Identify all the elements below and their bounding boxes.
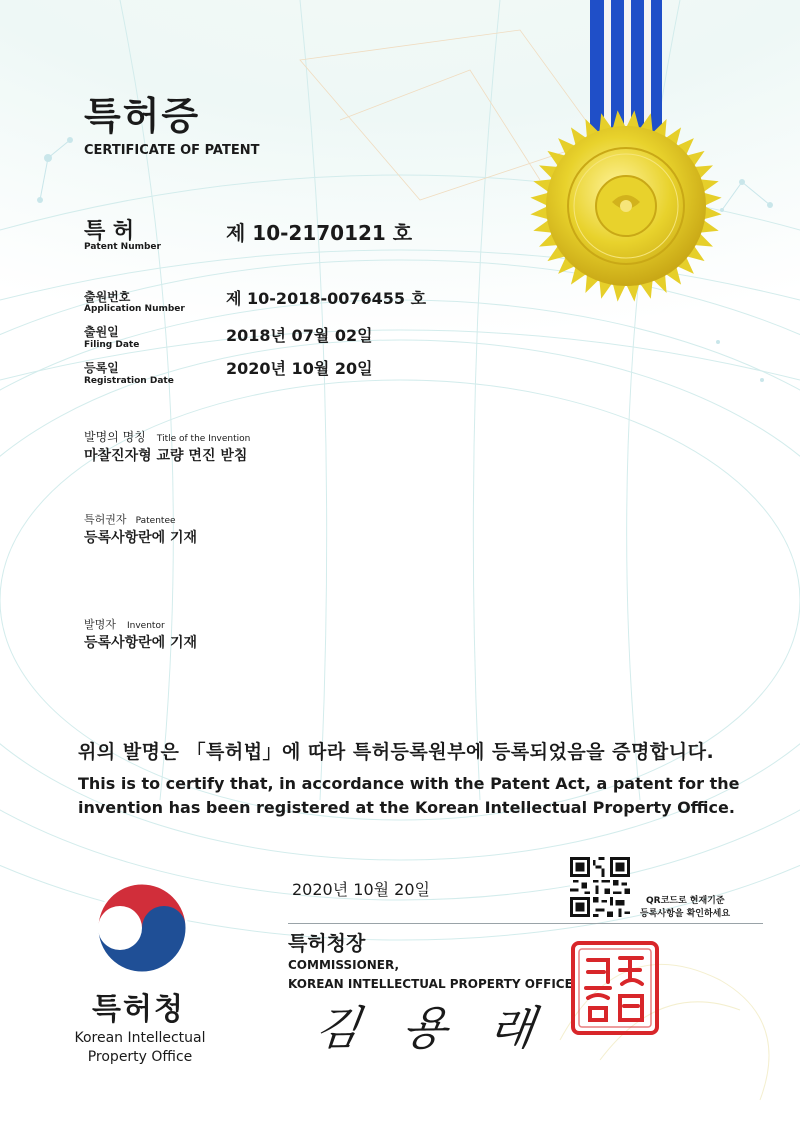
kipo-logo-icon: [94, 880, 190, 976]
qr-code[interactable]: [570, 857, 630, 917]
filing-date-label-en: Filing Date: [84, 340, 140, 350]
inventor-label: 발명자: [84, 618, 116, 631]
registration-date-label-en: Registration Date: [84, 376, 174, 386]
application-number-label: 출원번호: [84, 290, 131, 304]
patent-number-value: 제 10-2170121 호: [226, 221, 413, 245]
certification-statement-en-line2: invention has been registered at the Korean Intellectual Property Office.: [78, 798, 735, 817]
patentee-label-row: [84, 508, 176, 527]
certificate-title-kr: 특허증: [84, 94, 201, 138]
official-seal: [570, 940, 660, 1036]
filing-date-label: 출원일: [84, 325, 119, 339]
application-number-value: 제 10-2018-0076455 호: [226, 289, 427, 308]
inventor-label-en: Inventor: [126, 621, 165, 631]
patentee-label-en: Patentee: [135, 516, 176, 526]
kipo-logo-text-en-line1: Korean Intellectual: [74, 1030, 206, 1046]
inventor-label-row: [84, 613, 165, 632]
qr-note-line1: QR코드로 현재기준: [646, 896, 725, 906]
commissioner-title-kr: 특허청장: [288, 931, 366, 955]
kipo-logo-text-kr: 특허청: [92, 992, 185, 1027]
inventor-value: 등록사항란에 기재: [84, 635, 198, 651]
application-number-label-en: Application Number: [84, 304, 185, 314]
medal-ribbon: [590, 0, 662, 135]
invention-title-label-row: [84, 426, 250, 445]
patentee-label: 특허권자: [84, 513, 127, 526]
certificate-title-en: CERTIFICATE OF PATENT: [84, 143, 260, 158]
gold-medal: [530, 110, 721, 301]
patent-number-label: 특 허: [84, 219, 135, 244]
commissioner-title-en-line1: COMMISSIONER,: [288, 958, 400, 972]
commissioner-title-en-line2: KOREAN INTELLECTUAL PROPERTY OFFICE: [288, 977, 573, 991]
kipo-logo-text-en-line2: Property Office: [87, 1049, 193, 1065]
certification-statement-en-line1: This is to certify that, in accordance with the Patent Act, a patent for the: [78, 774, 740, 793]
qr-note-line2: 등록사항을 확인하세요: [640, 909, 731, 919]
invention-title-label: 발명의 명칭: [84, 430, 146, 444]
issue-date: 2020년 10월 20일: [292, 880, 430, 899]
invention-title-value: 마찰진자형 교량 면진 받침: [84, 448, 248, 464]
registration-date-value: 2020년 10월 20일: [226, 359, 373, 378]
footer-divider: [288, 923, 763, 924]
invention-title-label-en: Title of the Invention: [156, 434, 251, 444]
commissioner-signature: 김 용 래: [311, 1001, 552, 1055]
patent-number-label-en: Patent Number: [84, 242, 161, 252]
registration-date-label: 등록일: [84, 361, 119, 375]
filing-date-value: 2018년 07월 02일: [226, 326, 373, 345]
certification-statement-kr: 위의 발명은 「특허법」에 따라 특허등록원부에 등록되었음을 증명합니다.: [78, 741, 715, 763]
patentee-value: 등록사항란에 기재: [84, 530, 198, 546]
